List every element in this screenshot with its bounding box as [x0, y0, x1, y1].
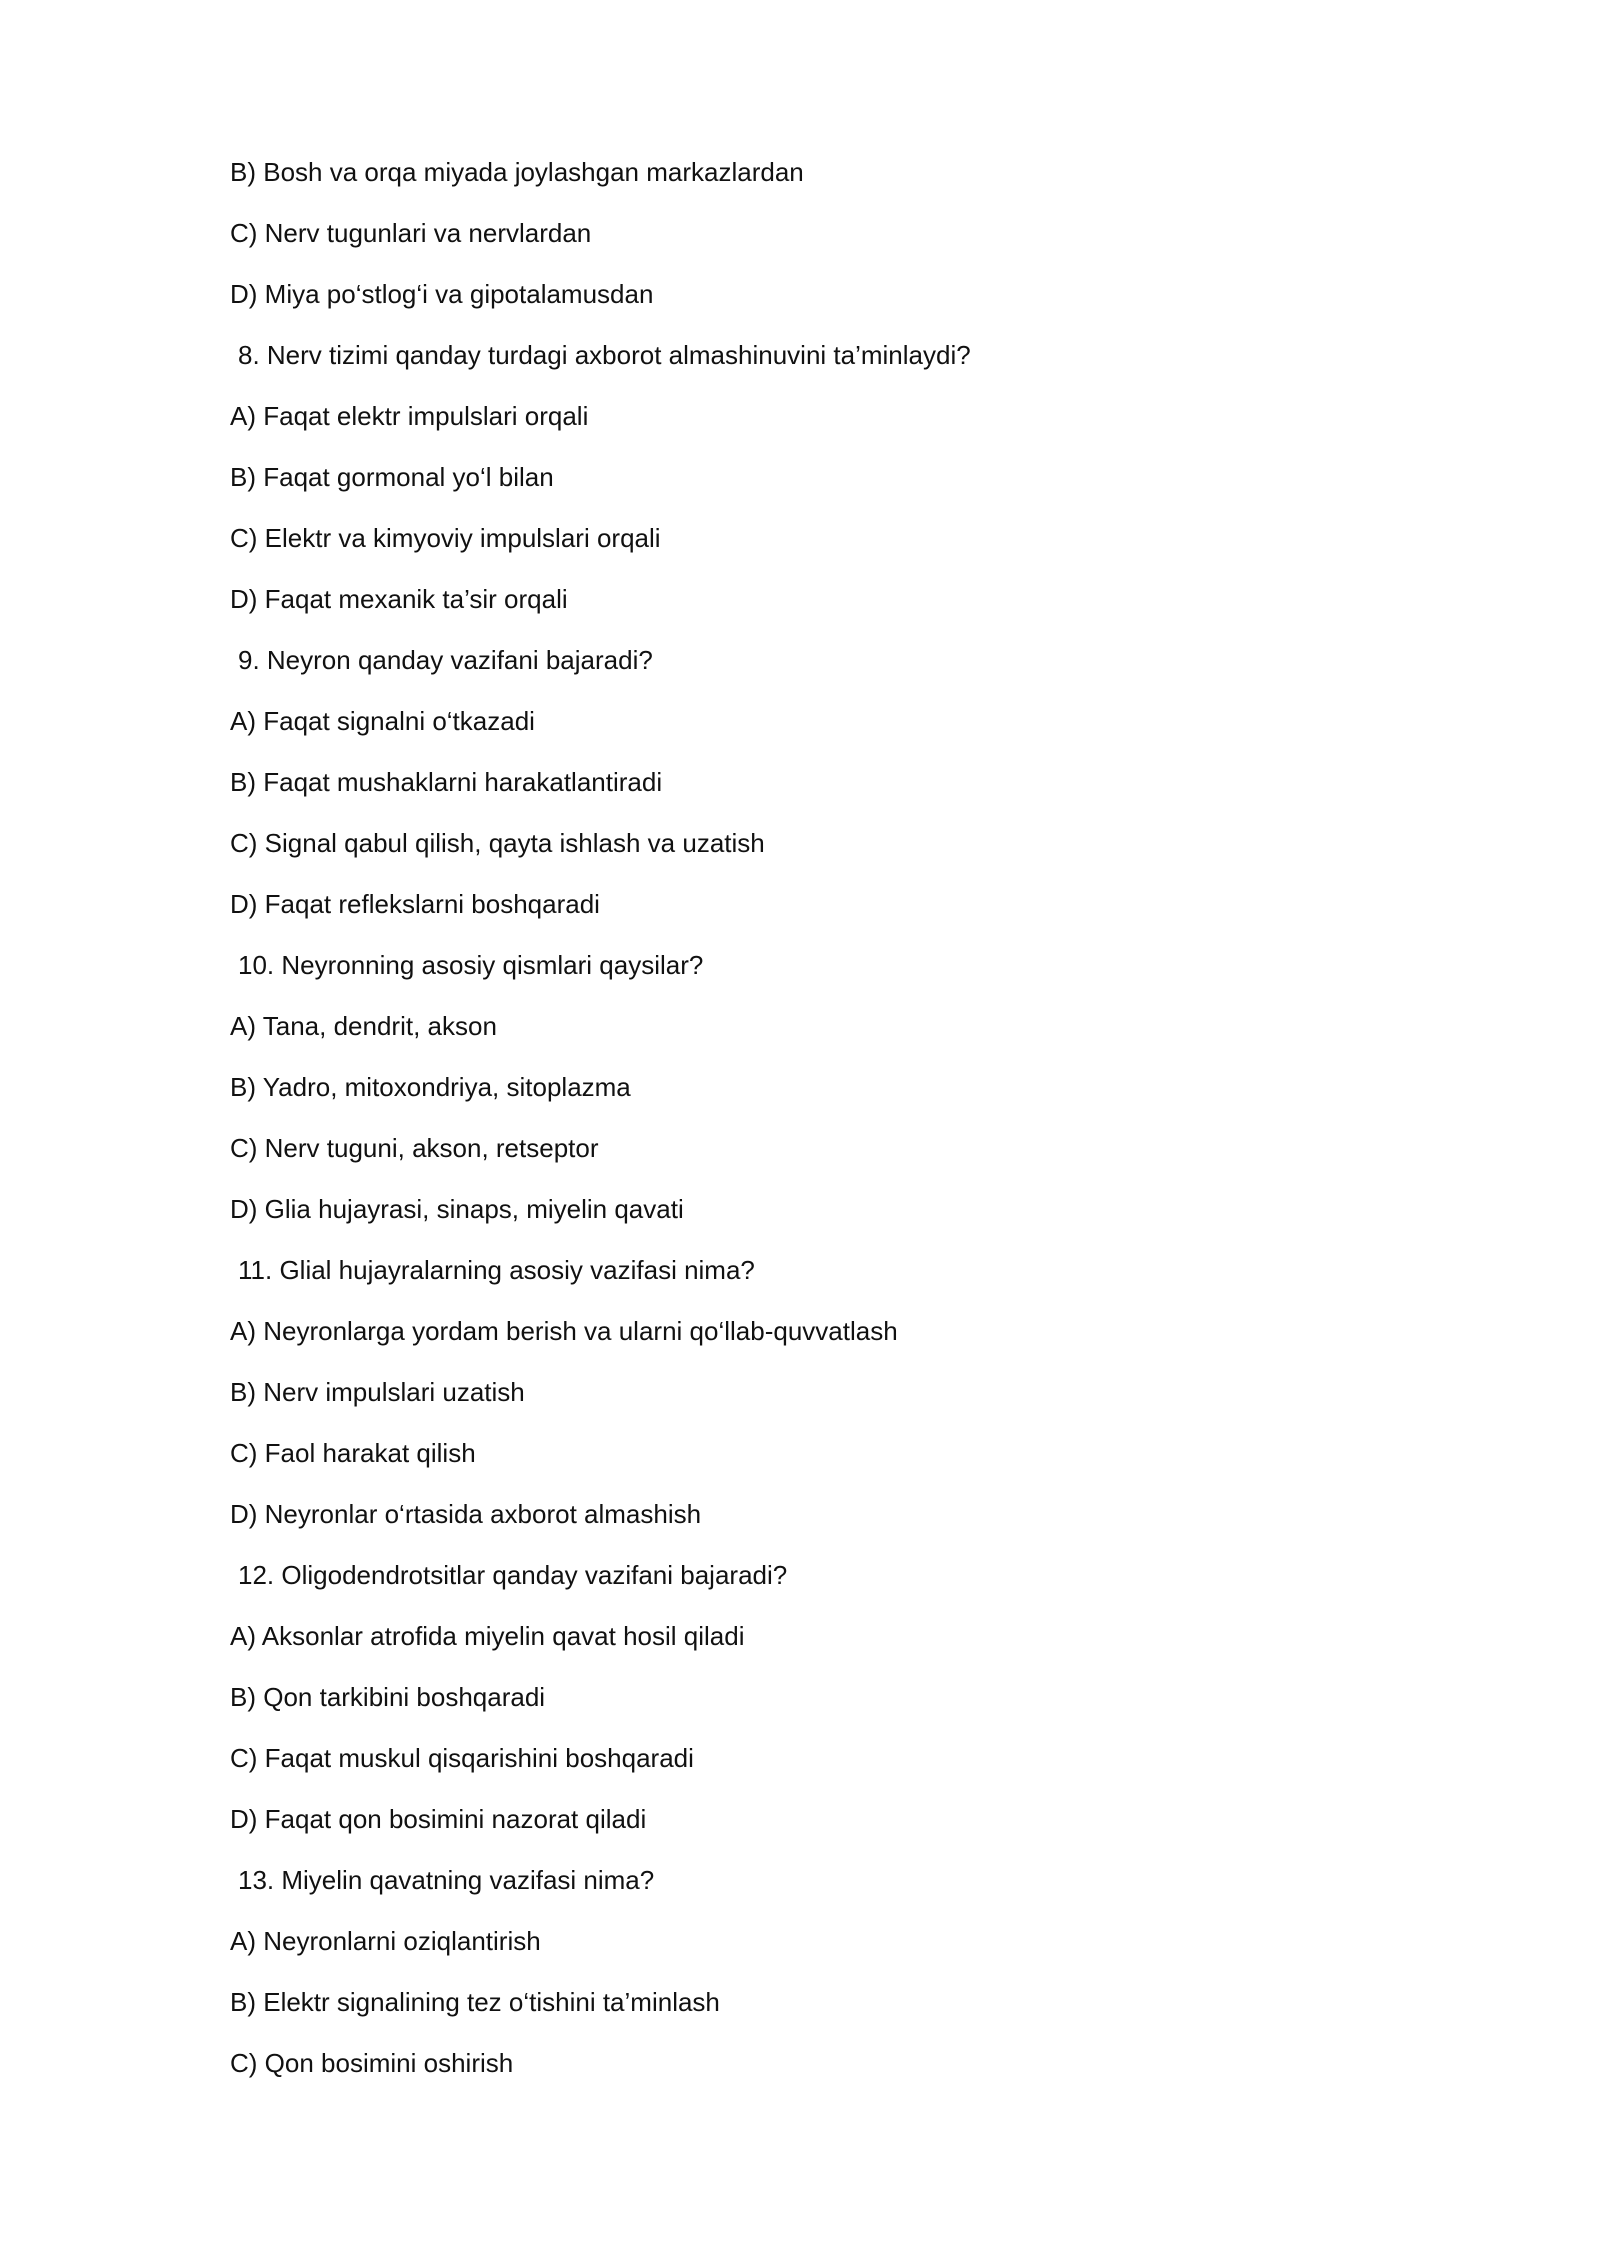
option-8b: B) Faqat gormonal yo‘l bilan [230, 462, 554, 492]
option-11a: A) Neyronlarga yordam berish va ularni qo‘llab-quvvatlash [230, 1316, 898, 1346]
option-9a: A) Faqat signalni o‘tkazadi [230, 706, 535, 736]
option-8c: C) Elektr va kimyoviy impulslari orqali [230, 523, 661, 553]
option-10c: C) Nerv tuguni, akson, retseptor [230, 1133, 599, 1163]
question-12: 12. Oligodendrotsitlar qanday vazifani bajaradi? [238, 1560, 788, 1590]
option-7d: D) Miya po‘stlog‘i va gipotalamusdan [230, 279, 654, 309]
option-10d: D) Glia hujayrasi, sinaps, miyelin qavati [230, 1194, 684, 1224]
option-11b: B) Nerv impulslari uzatish [230, 1377, 525, 1407]
option-12a: A) Aksonlar atrofida miyelin qavat hosil qiladi [230, 1621, 745, 1651]
option-9b: B) Faqat mushaklarni harakatlantiradi [230, 767, 663, 797]
option-8b-prev: B) Bosh va orqa miyada joylashgan markazlardan [230, 157, 804, 187]
question-9: 9. Neyron qanday vazifani bajaradi? [238, 645, 653, 675]
question-13: 13. Miyelin qavatning vazifasi nima? [238, 1865, 655, 1895]
option-13b: B) Elektr signalining tez o‘tishini ta’minlash [230, 1987, 720, 2017]
option-11d: D) Neyronlar o‘rtasida axborot almashish [230, 1499, 702, 1529]
option-9d: D) Faqat reflekslarni boshqaradi [230, 889, 600, 919]
option-9c: C) Signal qabul qilish, qayta ishlash va uzatish [230, 828, 765, 858]
option-10b: B) Yadro, mitoxondriya, sitoplazma [230, 1072, 631, 1102]
option-12c: C) Faqat muskul qisqarishini boshqaradi [230, 1743, 694, 1773]
quiz-text-block [230, 150, 1430, 2102]
option-7c: C) Nerv tugunlari va nervlardan [230, 218, 592, 248]
question-10: 10. Neyronning asosiy qismlari qaysilar? [238, 950, 704, 980]
question-8: 8. Nerv tizimi qanday turdagi axborot almashinuvini ta’minlaydi? [238, 340, 971, 370]
option-8a: A) Faqat elektr impulslari orqali [230, 401, 589, 431]
option-11c: C) Faol harakat qilish [230, 1438, 476, 1468]
option-8d: D) Faqat mexanik ta’sir orqali [230, 584, 568, 614]
option-12d: D) Faqat qon bosimini nazorat qiladi [230, 1804, 647, 1834]
option-10a: A) Tana, dendrit, akson [230, 1011, 497, 1041]
option-12b: B) Qon tarkibini boshqaradi [230, 1682, 546, 1712]
question-11: 11. Glial hujayralarning asosiy vazifasi nima? [238, 1255, 755, 1285]
option-13c: C) Qon bosimini oshirish [230, 2048, 514, 2078]
option-13a: A) Neyronlarni oziqlantirish [230, 1926, 541, 1956]
